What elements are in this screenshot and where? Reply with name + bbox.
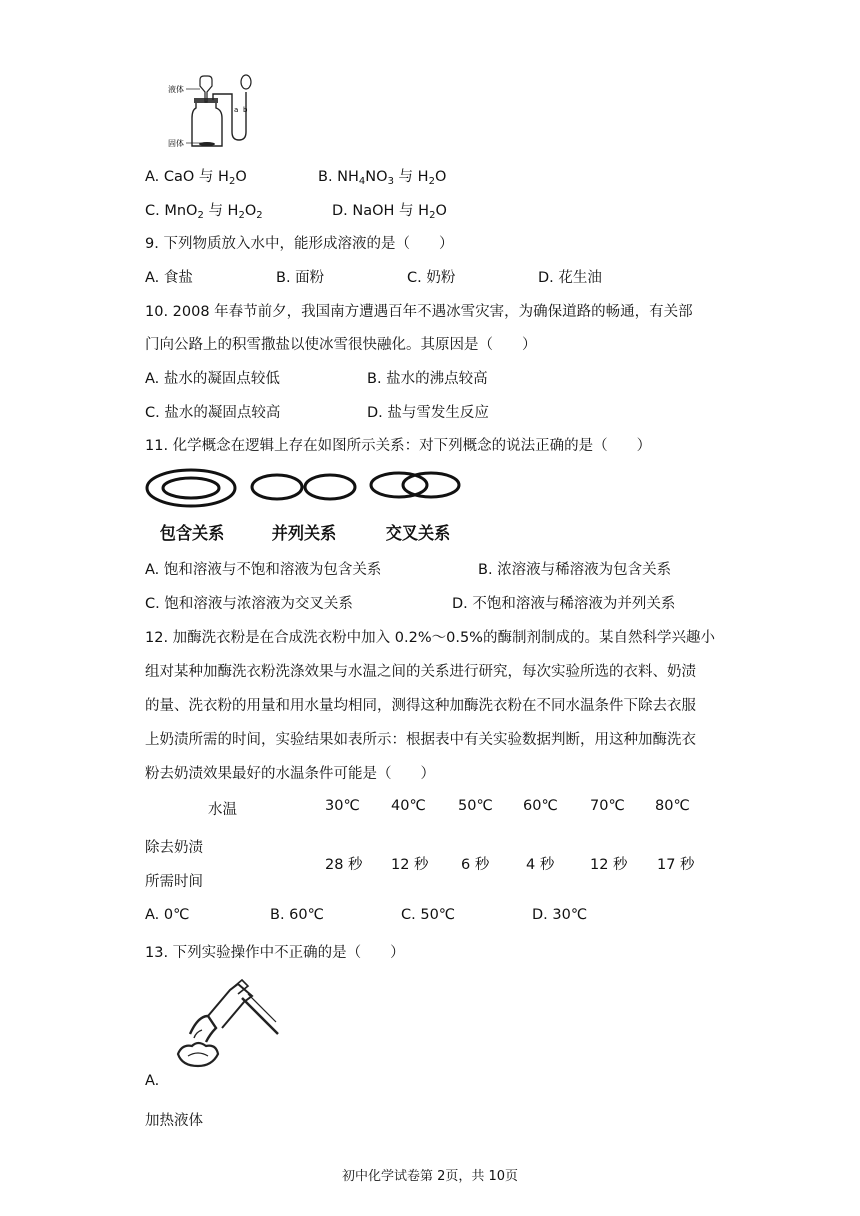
q12-stem-line2: 组对某种加酶洗衣粉洗涤效果与水温之间的关系进行研究，每次实验所选的衣料、奶渍 — [145, 664, 696, 680]
label-cross: 交叉关系 — [385, 524, 451, 544]
q12-option-b[interactable]: B. 60℃ — [270, 907, 324, 923]
q11-stem: 11. 化学概念在逻辑上存在如图所示关系：对下列概念的说法正确的是（ ） — [145, 438, 652, 454]
q8-option-d[interactable]: D. NaOH 与 $H_2O$ — [332, 203, 447, 221]
table-time: 6 秒 — [461, 857, 490, 873]
cross-right-ellipse — [403, 473, 459, 497]
q9-stem: 9. 下列物质放入水中，能形成溶液的是（ ） — [145, 236, 454, 252]
table-time: 12 秒 — [391, 857, 429, 873]
label-containing: 包含关系 — [159, 524, 225, 544]
q11-option-b[interactable]: B. 浓溶液与稀溶液为包含关系 — [478, 562, 672, 578]
q11-option-a[interactable]: A. 饱和溶液与不饱和溶液为包含关系 — [145, 562, 382, 578]
label-b: b — [243, 106, 248, 114]
table-temp: 70℃ — [590, 798, 625, 814]
parallel-left-ellipse — [252, 475, 302, 499]
apparatus-figure — [160, 72, 260, 150]
table-temp: 30℃ — [325, 798, 360, 814]
q11-option-d[interactable]: D. 不饱和溶液与稀溶液为并列关系 — [452, 596, 676, 612]
q12-option-d[interactable]: D. 30℃ — [532, 907, 588, 923]
heating-liquid-figure — [168, 976, 286, 1070]
label-solid: 固体 — [168, 139, 184, 148]
q13-option-a-letter[interactable]: A. — [145, 1073, 160, 1089]
q10-option-a[interactable]: A. 盐水的凝固点较低 — [145, 371, 280, 387]
q10-option-d[interactable]: D. 盐与雪发生反应 — [367, 405, 489, 421]
table-time: 12 秒 — [590, 857, 628, 873]
q12-stem-line5: 粉去奶渍效果最好的水温条件可能是（ ） — [145, 766, 435, 782]
q12-option-c[interactable]: C. 50℃ — [401, 907, 456, 923]
q10-stem-line1: 10. 2008 年春节前夕，我国南方遭遇百年不遇冰雪灾害，为确保道路的畅通，有关部 — [145, 304, 693, 320]
label-a: a — [234, 106, 239, 114]
relation-diagram — [145, 466, 465, 512]
q12-stem-line1: 12. 加酶洗衣粉是在合成洗衣粉中加入 0.2%～0.5%的酶制剂制成的。某自然科学兴趣小 — [145, 630, 715, 646]
cross-left-ellipse — [371, 473, 427, 497]
table-time: 28 秒 — [325, 857, 363, 873]
q10-stem-line2: 门向公路上的积雪撒盐以使冰雪很快融化。其原因是（ ） — [145, 337, 537, 353]
q8-option-b[interactable]: B. $NH_4NO_3$ 与 $H_2O$ — [318, 169, 447, 187]
table-temp: 60℃ — [523, 798, 558, 814]
table-time: 4 秒 — [526, 857, 555, 873]
table-header-time-line1: 除去奶渍 — [145, 840, 203, 856]
q10-option-c[interactable]: C. 盐水的凝固点较高 — [145, 405, 281, 421]
label-parallel: 并列关系 — [271, 524, 337, 544]
q12-stem-line4: 上奶渍所需的时间，实验结果如表所示：根据表中有关实验数据判断，用这种加酶洗衣 — [145, 732, 696, 748]
parallel-right-ellipse — [305, 475, 355, 499]
q11-option-c[interactable]: C. 饱和溶液与浓溶液为交叉关系 — [145, 596, 353, 612]
q9-option-c[interactable]: C. 奶粉 — [407, 270, 456, 286]
q9-option-b[interactable]: B. 面粉 — [276, 270, 325, 286]
q13-stem: 13. 下列实验操作中不正确的是（ ） — [145, 945, 405, 961]
table-header-time-line2: 所需时间 — [145, 874, 203, 890]
table-header-water-temp: 水温 — [208, 802, 237, 818]
containing-inner-ellipse — [163, 478, 219, 498]
table-time: 17 秒 — [657, 857, 695, 873]
table-temp: 80℃ — [655, 798, 690, 814]
q9-option-d[interactable]: D. 花生油 — [538, 270, 602, 286]
q12-stem-line3: 的量、洗衣粉的用量和用水量均相同，测得这种加酶洗衣粉在不同水温条件下除去衣服 — [145, 698, 696, 714]
table-temp: 40℃ — [391, 798, 426, 814]
containing-outer-ellipse — [147, 470, 235, 506]
page-footer: 初中化学试卷第 2页，共 10页 — [341, 1169, 519, 1184]
q8-option-c[interactable]: C. MnO$_2$ 与 $H_2O_2$ — [145, 203, 263, 221]
q10-option-b[interactable]: B. 盐水的沸点较高 — [367, 371, 488, 387]
q13-option-a-caption: 加热液体 — [145, 1113, 203, 1129]
q12-option-a[interactable]: A. 0℃ — [145, 907, 190, 923]
q9-option-a[interactable]: A. 食盐 — [145, 270, 193, 286]
q8-option-a[interactable]: A. CaO 与 $H_2O$ — [145, 169, 247, 187]
label-liquid: 液体 — [168, 85, 184, 94]
table-temp: 50℃ — [458, 798, 493, 814]
